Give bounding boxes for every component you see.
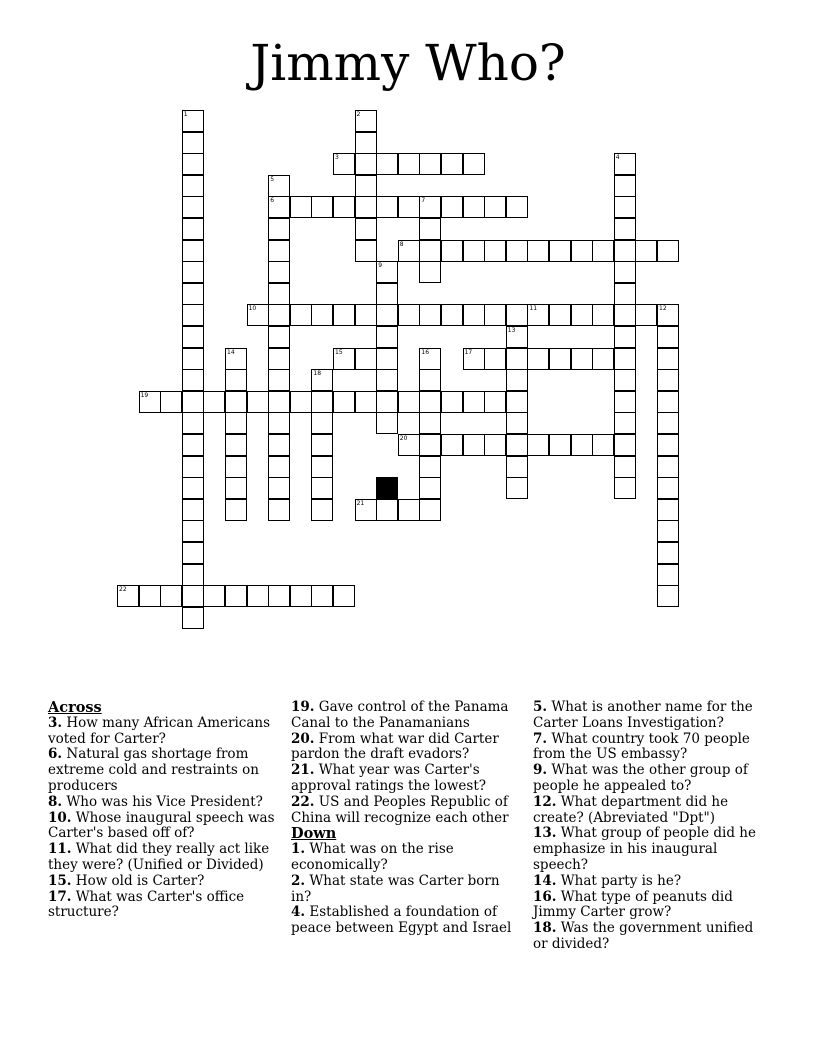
grid-cell[interactable] xyxy=(592,240,614,262)
grid-cell[interactable] xyxy=(614,261,636,283)
grid-cell[interactable] xyxy=(398,153,420,175)
grid-cell[interactable] xyxy=(182,542,204,564)
grid-cell[interactable] xyxy=(355,240,377,262)
grid-cell[interactable] xyxy=(225,477,247,499)
grid-cell[interactable] xyxy=(549,304,571,326)
grid-cell[interactable] xyxy=(290,391,312,413)
clue-number-label: 4. xyxy=(291,904,306,921)
grid-cell[interactable] xyxy=(549,240,571,262)
grid-cell[interactable] xyxy=(614,456,636,478)
down-clue xyxy=(291,905,521,937)
clue-column-1 xyxy=(48,700,278,921)
grid-cell[interactable] xyxy=(376,391,398,413)
clue-text: From what war did Carter pardon the draft evadors? xyxy=(291,730,499,763)
grid-cell[interactable] xyxy=(419,369,441,391)
grid-cell[interactable] xyxy=(311,477,333,499)
clue-number-label: 1. xyxy=(291,841,306,858)
grid-cell[interactable] xyxy=(463,196,485,218)
clue-number: 5 xyxy=(270,175,275,183)
grid-cell[interactable] xyxy=(182,283,204,305)
grid-cell[interactable] xyxy=(376,153,398,175)
across-clue xyxy=(291,763,521,795)
down-clue xyxy=(291,874,521,906)
grid-cell[interactable] xyxy=(614,477,636,499)
grid-cell[interactable] xyxy=(268,326,290,348)
grid-cell[interactable] xyxy=(657,585,679,607)
clue-number-label: 20. xyxy=(291,730,315,747)
clue-number: 21 xyxy=(356,499,365,507)
across-clue xyxy=(48,874,278,890)
grid-cell[interactable] xyxy=(160,585,182,607)
grid-cell[interactable] xyxy=(311,391,333,413)
grid-cell[interactable] xyxy=(484,391,506,413)
grid-cell[interactable] xyxy=(268,175,290,197)
clue-text: Natural gas shortage from extreme cold and restraints on producers xyxy=(48,746,259,794)
clue-number-label: 17. xyxy=(48,888,72,905)
grid-cell[interactable] xyxy=(355,175,377,197)
grid-cell[interactable] xyxy=(657,369,679,391)
grid-cell[interactable] xyxy=(247,304,269,326)
grid-cell[interactable] xyxy=(225,348,247,370)
grid-cell[interactable] xyxy=(203,585,225,607)
clue-number: 18 xyxy=(313,370,322,378)
grid-cell[interactable] xyxy=(592,304,614,326)
grid-cell[interactable] xyxy=(506,304,528,326)
clue-text: Gave control of the Panama Canal to the Panamanians xyxy=(291,699,509,731)
grid-cell[interactable] xyxy=(268,456,290,478)
grid-cell[interactable] xyxy=(182,607,204,629)
grid-cell[interactable] xyxy=(139,391,161,413)
grid-cell[interactable] xyxy=(333,348,355,370)
clue-text: US and Peoples Republic of China will recognize each other xyxy=(291,793,509,826)
clue-number: 1 xyxy=(183,111,188,118)
grid-cell[interactable] xyxy=(484,196,506,218)
grid-cell[interactable] xyxy=(268,434,290,456)
grid-cell[interactable] xyxy=(182,456,204,478)
grid-cell[interactable] xyxy=(484,434,506,456)
grid-cell[interactable] xyxy=(398,196,420,218)
clue-text: Whose inaugural speech was Carter's based off of? xyxy=(48,809,275,842)
grid-cell[interactable] xyxy=(355,499,377,521)
grid-cell[interactable] xyxy=(506,412,528,434)
grid-cell[interactable] xyxy=(355,196,377,218)
grid-cell[interactable] xyxy=(311,499,333,521)
grid-cell[interactable] xyxy=(657,326,679,348)
grid-cell[interactable] xyxy=(225,434,247,456)
clue-number-label: 7. xyxy=(533,730,548,747)
grid-cell[interactable] xyxy=(614,326,636,348)
grid-cell[interactable] xyxy=(614,218,636,240)
grid-cell[interactable] xyxy=(657,348,679,370)
grid-cell[interactable] xyxy=(657,564,679,586)
down-clue xyxy=(533,795,768,827)
grid-cell[interactable] xyxy=(268,499,290,521)
across-clue xyxy=(48,811,278,843)
grid-cell[interactable] xyxy=(376,326,398,348)
grid-cell[interactable] xyxy=(441,153,463,175)
grid-cell[interactable] xyxy=(549,348,571,370)
grid-cell[interactable] xyxy=(376,499,398,521)
grid-cell[interactable] xyxy=(614,434,636,456)
grid-cell[interactable] xyxy=(398,304,420,326)
grid-cell[interactable] xyxy=(268,261,290,283)
grid-cell[interactable] xyxy=(484,240,506,262)
clue-number-label: 22. xyxy=(291,793,315,810)
clue-text: How many African Americans voted for Carter? xyxy=(48,714,271,747)
across-heading: Across xyxy=(48,699,102,716)
grid-cell[interactable] xyxy=(139,585,161,607)
grid-cell[interactable] xyxy=(614,391,636,413)
grid-cell[interactable] xyxy=(614,240,636,262)
across-clue xyxy=(48,747,278,794)
grid-cell[interactable] xyxy=(225,391,247,413)
across-clue xyxy=(291,732,521,764)
clue-number-label: 21. xyxy=(291,762,315,779)
grid-cell[interactable] xyxy=(182,477,204,499)
clue-text: How old is Carter? xyxy=(71,872,205,889)
grid-cell[interactable] xyxy=(506,456,528,478)
grid-cell[interactable] xyxy=(376,261,398,283)
grid-cell[interactable] xyxy=(117,585,139,607)
across-clue xyxy=(48,795,278,811)
grid-cell[interactable] xyxy=(333,304,355,326)
clue-number-label: 2. xyxy=(291,872,306,889)
grid-cell[interactable] xyxy=(182,326,204,348)
clue-number: 7 xyxy=(421,197,426,205)
clue-text: What was the other group of people he appealed to? xyxy=(533,762,748,794)
grid-cell[interactable] xyxy=(571,434,593,456)
grid-cell[interactable] xyxy=(333,585,355,607)
grid-cell[interactable] xyxy=(571,304,593,326)
clue-text: Established a foundation of peace between Egypt and Israel xyxy=(291,904,512,937)
grid-cell[interactable] xyxy=(355,110,377,132)
down-clue xyxy=(533,826,768,873)
grid-cell[interactable] xyxy=(527,304,549,326)
grid-cell[interactable] xyxy=(484,304,506,326)
clue-number-label: 12. xyxy=(533,793,557,810)
grid-cell[interactable] xyxy=(182,564,204,586)
grid-cell[interactable] xyxy=(657,499,679,521)
grid-cell[interactable] xyxy=(355,218,377,240)
grid-cell[interactable] xyxy=(268,283,290,305)
grid-cell[interactable] xyxy=(182,520,204,542)
grid-cell[interactable] xyxy=(333,153,355,175)
clue-number: 6 xyxy=(270,197,275,205)
grid-cell[interactable] xyxy=(268,218,290,240)
clue-number-label: 10. xyxy=(48,809,72,826)
grid-cell[interactable] xyxy=(463,434,485,456)
clue-number: 12 xyxy=(659,305,667,313)
grid-cell[interactable] xyxy=(182,132,204,154)
grid-cell[interactable] xyxy=(506,348,528,370)
down-clue xyxy=(533,700,768,732)
grid-cell[interactable] xyxy=(506,369,528,391)
grid-cell[interactable] xyxy=(311,434,333,456)
grid-cell[interactable] xyxy=(355,132,377,154)
grid-cell[interactable] xyxy=(419,196,441,218)
clue-number-label: 15. xyxy=(48,872,72,889)
grid-cell[interactable] xyxy=(225,369,247,391)
grid-cell[interactable] xyxy=(506,434,528,456)
grid-cell[interactable] xyxy=(311,456,333,478)
grid-cell[interactable] xyxy=(290,304,312,326)
grid-cell[interactable] xyxy=(419,218,441,240)
clue-number-label: 11. xyxy=(48,841,72,858)
grid-cell[interactable] xyxy=(355,391,377,413)
grid-cell[interactable] xyxy=(463,304,485,326)
grid-cell[interactable] xyxy=(592,434,614,456)
grid-cell[interactable] xyxy=(614,283,636,305)
grid-cell[interactable] xyxy=(635,240,657,262)
grid-cell[interactable] xyxy=(657,456,679,478)
grid-cell[interactable] xyxy=(571,348,593,370)
clue-text: What country took 70 people from the US embassy? xyxy=(533,730,750,763)
grid-cell[interactable] xyxy=(225,585,247,607)
down-clue xyxy=(291,842,521,874)
grid-cell[interactable] xyxy=(571,240,593,262)
grid-cell[interactable] xyxy=(225,412,247,434)
grid-cell[interactable] xyxy=(247,391,269,413)
grid-cell[interactable] xyxy=(160,391,182,413)
grid-cell[interactable] xyxy=(182,240,204,262)
clue-number: 4 xyxy=(615,154,620,162)
clue-text: Who was his Vice President? xyxy=(62,793,263,810)
grid-cell[interactable] xyxy=(376,196,398,218)
grid-cell[interactable] xyxy=(441,304,463,326)
clue-number: 17 xyxy=(464,348,473,356)
grid-cell[interactable] xyxy=(376,348,398,370)
across-clue xyxy=(291,795,521,827)
grid-cell[interactable] xyxy=(182,434,204,456)
grid-cell[interactable] xyxy=(614,175,636,197)
grid-cell[interactable] xyxy=(268,369,290,391)
clue-number-label: 5. xyxy=(533,699,548,715)
grid-cell[interactable] xyxy=(182,110,204,132)
grid-cell[interactable] xyxy=(419,240,441,262)
grid-cell[interactable] xyxy=(355,153,377,175)
grid-cell[interactable] xyxy=(463,240,485,262)
grid-cell[interactable] xyxy=(376,412,398,434)
grid-cell[interactable] xyxy=(419,412,441,434)
grid-cell[interactable] xyxy=(182,348,204,370)
clue-number-label: 13. xyxy=(533,825,557,842)
clue-text: What type of peanuts did Jimmy Carter grow? xyxy=(533,888,733,921)
grid-cell[interactable] xyxy=(614,304,636,326)
grid-cell[interactable] xyxy=(268,240,290,262)
grid-cell[interactable] xyxy=(268,477,290,499)
grid-cell[interactable] xyxy=(463,391,485,413)
grid-cell[interactable] xyxy=(419,391,441,413)
grid-cell[interactable] xyxy=(182,261,204,283)
grid-cell[interactable] xyxy=(614,348,636,370)
clue-number: 22 xyxy=(119,586,127,594)
across-clue xyxy=(48,890,278,922)
clue-text: What was on the rise economically? xyxy=(291,841,454,873)
grid-cell[interactable] xyxy=(398,499,420,521)
clue-column-3 xyxy=(533,700,768,953)
grid-cell[interactable] xyxy=(441,391,463,413)
grid-cell[interactable] xyxy=(225,456,247,478)
grid-cell[interactable] xyxy=(484,348,506,370)
clue-text: What group of people did he emphasize in his inaugural speech? xyxy=(533,825,756,873)
grid-cell[interactable] xyxy=(182,391,204,413)
clue-text: What year was Carter's approval ratings the lowest? xyxy=(291,762,486,794)
clue-text: What department did he create? (Abreviated "Dpt") xyxy=(533,793,729,826)
grid-cell[interactable] xyxy=(657,391,679,413)
grid-cell[interactable] xyxy=(657,520,679,542)
grid-cell[interactable] xyxy=(182,304,204,326)
clue-text: What party is he? xyxy=(556,872,682,889)
grid-cell[interactable] xyxy=(268,196,290,218)
grid-cell[interactable] xyxy=(614,412,636,434)
grid-cell[interactable] xyxy=(527,434,549,456)
grid-cell[interactable] xyxy=(527,348,549,370)
grid-cell[interactable] xyxy=(419,456,441,478)
grid-cell[interactable] xyxy=(376,304,398,326)
grid-cell[interactable] xyxy=(203,391,225,413)
grid-cell[interactable] xyxy=(657,477,679,499)
across-clue xyxy=(48,716,278,748)
grid-cell[interactable] xyxy=(268,391,290,413)
grid-cell[interactable] xyxy=(247,585,269,607)
clue-number: 19 xyxy=(140,391,149,399)
clue-number-label: 18. xyxy=(533,920,557,937)
clue-column-2 xyxy=(291,700,521,937)
grid-cell[interactable] xyxy=(506,196,528,218)
grid-cell[interactable] xyxy=(311,412,333,434)
grid-cell[interactable] xyxy=(506,326,528,348)
grid-cell[interactable] xyxy=(549,434,571,456)
clue-text: What did they really act like they were? (Unified or Divided) xyxy=(48,841,270,873)
clue-number: 20 xyxy=(399,435,408,442)
grid-cell[interactable] xyxy=(268,304,290,326)
grid-cell[interactable] xyxy=(419,304,441,326)
grid-cell[interactable] xyxy=(441,196,463,218)
clue-number: 11 xyxy=(529,305,538,313)
grid-cell[interactable] xyxy=(311,304,333,326)
down-clue xyxy=(533,890,768,922)
grid-cell[interactable] xyxy=(182,175,204,197)
grid-cell[interactable] xyxy=(398,391,420,413)
down-clue xyxy=(533,921,768,953)
clue-number: 3 xyxy=(335,154,339,162)
grid-cell[interactable] xyxy=(182,412,204,434)
grid-cell[interactable] xyxy=(355,304,377,326)
grid-cell[interactable] xyxy=(506,477,528,499)
grid-cell[interactable] xyxy=(355,348,377,370)
grid-cell[interactable] xyxy=(657,240,679,262)
grid-cell[interactable] xyxy=(376,369,398,391)
down-heading: Down xyxy=(291,825,337,843)
clue-number: 2 xyxy=(356,111,361,118)
clue-number-label: 16. xyxy=(533,888,557,905)
grid-cell[interactable] xyxy=(614,153,636,175)
grid-cell[interactable] xyxy=(419,477,441,499)
grid-cell[interactable] xyxy=(419,348,441,370)
grid-cell[interactable] xyxy=(182,196,204,218)
grid-cell[interactable] xyxy=(657,304,679,326)
clue-text: Was the government unified or divided? xyxy=(533,920,754,952)
grid-cell[interactable] xyxy=(182,153,204,175)
grid-cell[interactable] xyxy=(182,499,204,521)
clue-number-label: 14. xyxy=(533,872,557,889)
clue-text: What was Carter's office structure? xyxy=(48,888,245,921)
clue-number-label: 8. xyxy=(48,793,63,810)
grid-cell[interactable] xyxy=(333,196,355,218)
grid-cell[interactable] xyxy=(268,412,290,434)
across-clue xyxy=(291,700,521,732)
grid-cell[interactable] xyxy=(657,542,679,564)
grid-cell[interactable] xyxy=(506,391,528,413)
clue-number: 15 xyxy=(335,348,343,356)
grid-cell[interactable] xyxy=(225,499,247,521)
grid-cell[interactable] xyxy=(398,434,420,456)
down-clue xyxy=(533,763,768,795)
clue-number-label: 19. xyxy=(291,699,315,715)
grid-cell[interactable] xyxy=(398,240,420,262)
grid-cell[interactable] xyxy=(657,412,679,434)
grid-cell[interactable] xyxy=(635,304,657,326)
grid-cell[interactable] xyxy=(441,240,463,262)
grid-cell[interactable] xyxy=(614,369,636,391)
clue-number-label: 9. xyxy=(533,762,548,779)
clue-number: 13 xyxy=(507,327,516,334)
clue-number-label: 6. xyxy=(48,746,63,763)
grid-cell[interactable] xyxy=(182,585,204,607)
clue-number: 8 xyxy=(399,240,404,248)
grid-cell[interactable] xyxy=(311,196,333,218)
clue-number: 14 xyxy=(227,348,235,356)
page-title: Jimmy Who? xyxy=(250,34,566,92)
grid-cell[interactable] xyxy=(311,585,333,607)
clue-number: 10 xyxy=(248,305,257,313)
grid-cell[interactable] xyxy=(182,369,204,391)
grid-cell[interactable] xyxy=(419,261,441,283)
down-clue xyxy=(533,874,768,890)
grid-cell[interactable] xyxy=(441,434,463,456)
grid-cell[interactable] xyxy=(657,434,679,456)
grid-cell[interactable] xyxy=(268,348,290,370)
down-clue xyxy=(533,732,768,764)
clue-text: What state was Carter born in? xyxy=(291,872,500,905)
grid-cell[interactable] xyxy=(592,348,614,370)
black-cell xyxy=(376,477,398,499)
grid-cell[interactable] xyxy=(527,240,549,262)
grid-cell[interactable] xyxy=(268,585,290,607)
grid-cell[interactable] xyxy=(311,369,333,391)
clue-number: 9 xyxy=(378,262,383,270)
grid-cell[interactable] xyxy=(419,153,441,175)
grid-cell[interactable] xyxy=(290,196,312,218)
grid-cell[interactable] xyxy=(182,218,204,240)
grid-cell[interactable] xyxy=(333,391,355,413)
clue-number: 16 xyxy=(421,348,430,356)
grid-cell[interactable] xyxy=(376,283,398,305)
grid-cell[interactable] xyxy=(614,196,636,218)
clue-text: What is another name for the Carter Loans Investigation? xyxy=(533,699,753,731)
grid-cell[interactable] xyxy=(419,434,441,456)
grid-cell[interactable] xyxy=(506,240,528,262)
grid-cell[interactable] xyxy=(463,348,485,370)
grid-cell[interactable] xyxy=(290,585,312,607)
clue-number-label: 3. xyxy=(48,714,63,731)
grid-cell[interactable] xyxy=(419,499,441,521)
grid-cell[interactable] xyxy=(463,153,485,175)
across-clue xyxy=(48,842,278,874)
